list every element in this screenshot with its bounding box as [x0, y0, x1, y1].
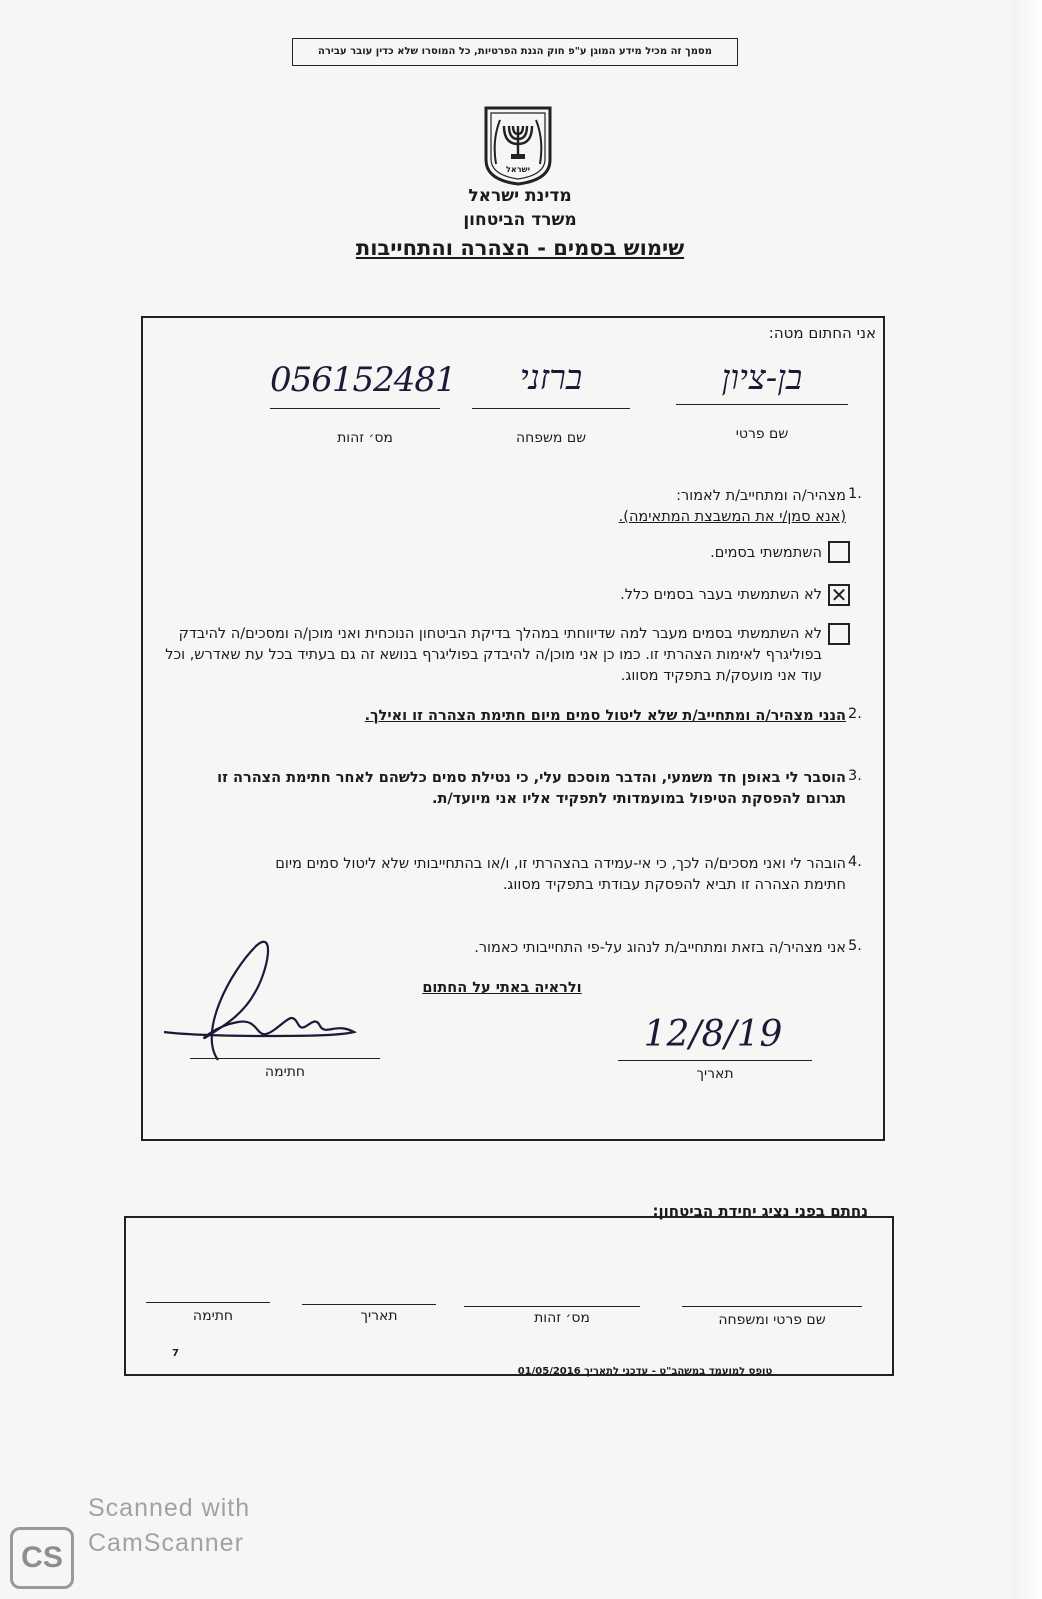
id-number-label: מס׳ זהות [337, 430, 393, 446]
security-unit-box [124, 1216, 894, 1376]
watermark-line-2: CamScanner [88, 1529, 244, 1557]
item-4-text: הובהר לי ואני מסכים/ה לכך, כי אי-עמידה בהצהרתי זו, ו/או בהתחייבותי שלא ליטול סמים מיום חתימת הצהרה זו תביא להפסקת עבודתי בתפקיד מסווג. [275, 856, 846, 893]
svg-text:ישראל: ישראל [506, 165, 530, 174]
ministry-name: משרד הביטחון [463, 210, 577, 230]
rep-date-label: תאריך [360, 1308, 398, 1324]
item-1-number: 1. [848, 486, 862, 502]
option-never-used-checkbox[interactable]: ✕ [828, 584, 850, 606]
option-polygraph-checkbox[interactable] [828, 623, 850, 645]
option-never-used-label: לא השתמשתי בעבר בסמים כלל. [620, 587, 822, 603]
signature-label: חתימה [264, 1064, 306, 1080]
rep-id-line [464, 1306, 640, 1307]
signed-below-label: אני החתום מטה: [768, 324, 876, 342]
item-1-text: מצהיר/ה ומתחייב/ת לאמור: [676, 488, 846, 504]
item-5-text: אני מצהיר/ה בזאת ומתחייב/ת לנהוג על-פי התחייבותי כאמור. [474, 940, 846, 956]
first-name-label: שם פרטי [735, 426, 789, 442]
page-number: 7 [172, 1348, 179, 1359]
first-name-value: בן-ציון [721, 358, 803, 398]
rep-date-line [302, 1304, 436, 1305]
last-name-line [472, 408, 630, 409]
last-name-label: שם משפחה [515, 430, 587, 446]
state-name: מדינת ישראל [468, 186, 572, 206]
id-number-value: 056152481 [270, 360, 456, 400]
rep-signature-line [146, 1302, 270, 1303]
watermark-line-1: Scanned with [88, 1494, 251, 1522]
item-3-number: 3. [848, 768, 862, 784]
date-label: תאריך [696, 1066, 734, 1082]
item-2-number: 2. [848, 706, 862, 722]
rep-name-label: שם פרטי ומשפחה [718, 1312, 826, 1328]
date-line [618, 1060, 812, 1061]
option-polygraph-label: לא השתמשתי בסמים מעבר למה שדיווחתי במהלך בדיקת הביטחון הנוכחית ואני מוכן/ה ומסכים/ה להיבדק בפוליגרף לאימות הצהרתי זו. כמו כן אני מוכן/ה להיבדק בפוליגרף בנושא זה גם בעתיד בכל עת שאדרש, וכל עוד אני מועסק/ת בתפקיד מסווג. [165, 626, 822, 684]
date-value: 12/8/19 [643, 1014, 783, 1055]
last-name-value: ברזני [519, 358, 583, 398]
page-edge [1012, 0, 1042, 1599]
signature-line [190, 1058, 380, 1059]
privacy-notice: מסמך זה מכיל מידע המוגן ע"פ חוק הגנת הפרטיות, כל המוסרו שלא כדין עובר עבירה [292, 38, 738, 66]
witness-statement: ולראיה באתי על החתום [422, 980, 582, 996]
rep-name-line [682, 1306, 862, 1307]
option-used-drugs-label: השתמשתי בסמים. [710, 545, 822, 561]
item-3-text: הוסבר לי באופן חד משמעי, והדבר מוסכם עלי, כי נטילת סמים כלשהם לאחר חתימת הצהרה זו תגרום להפסקת הטיפול במועמדותי לתפקיד אליו אני מיועד/ת. [217, 770, 846, 807]
option-used-drugs-checkbox[interactable] [828, 541, 850, 563]
item-1-instruction: (אנא סמן/י את המשבצת המתאימה). [618, 509, 846, 525]
state-emblem-icon [482, 104, 554, 186]
item-2-text: הנני מצהיר/ה ומתחייב/ת שלא ליטול סמים מיום חתימת הצהרה זו ואילך. [364, 708, 846, 724]
rep-id-label: מס׳ זהות [534, 1310, 590, 1326]
signature-drawing-icon [158, 932, 368, 1072]
id-number-line [270, 408, 440, 409]
form-version-note: טופס למועמד במשהב"ט - עדכני לתאריך 01/05/2016 [517, 1366, 773, 1377]
first-name-line [676, 404, 848, 405]
document-title: שימוש בסמים - הצהרה והתחייבות [355, 236, 685, 260]
item-4-number: 4. [848, 854, 862, 870]
rep-signature-label: חתימה [192, 1308, 234, 1324]
camscanner-logo-icon: CS [10, 1527, 74, 1589]
security-unit-title: נחתם בפני נציג יחידת הביטחון: [652, 1202, 868, 1220]
item-5-number: 5. [848, 938, 862, 954]
